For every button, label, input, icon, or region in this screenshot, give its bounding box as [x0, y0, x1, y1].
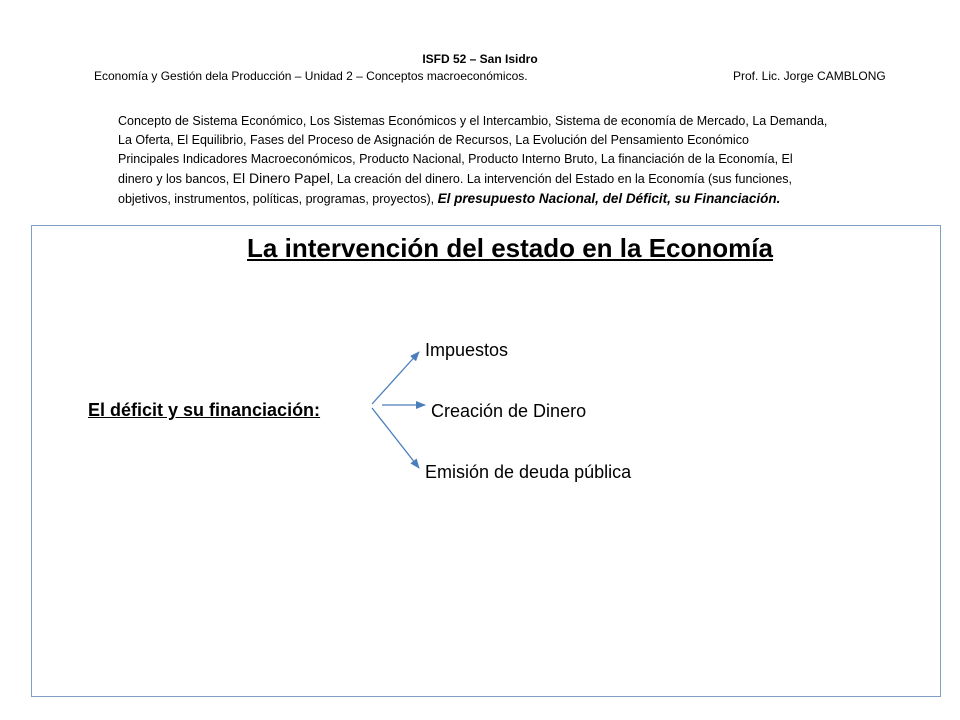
topics-line-2: La Oferta, El Equilibrio, Fases del Proceso de Asignación de Recursos, La Evolución del Pensamiento Económico — [118, 133, 749, 147]
header-subject: Economía y Gestión dela Producción – Unidad 2 – Conceptos macroeconómicos. — [94, 69, 528, 83]
slide-title: La intervención del estado en la Economía — [247, 233, 773, 263]
branch-creacion-dinero: Creación de Dinero — [431, 401, 587, 421]
header-professor: Prof. Lic. Jorge CAMBLONG — [733, 69, 886, 83]
topics-line-5 — [118, 189, 948, 209]
topics-line-4-start: dinero y los bancos, — [118, 172, 233, 186]
topics-dinero-papel: El Dinero Papel — [232, 170, 330, 186]
header-institute: ISFD 52 – San Isidro — [422, 52, 538, 66]
branch-deuda-publica: Emisión de deuda pública — [425, 462, 632, 482]
topics-presupuesto: El presupuesto Nacional, del Déficit, su Financiación. — [437, 191, 781, 206]
deficit-label: El déficit y su financiación: — [88, 400, 321, 420]
branch-impuestos: Impuestos — [425, 340, 509, 360]
topics-line-3: Principales Indicadores Macroeconómicos, Producto Nacional, Producto Interno Bruto, La financiación de la Economía, El — [118, 152, 793, 166]
topics-list — [118, 112, 948, 209]
topics-line-1: Concepto de Sistema Económico, Los Sistemas Económicos y el Intercambio, Sistema de economía de Mercado, La Demanda, — [118, 114, 828, 128]
slide-content-box — [31, 225, 941, 697]
topics-line-4-end: , La creación del dinero. La intervención del Estado en la Economía (sus funciones, — [329, 172, 793, 186]
topics-line-5-start: objetivos, instrumentos, políticas, programas, proyectos), — [118, 192, 438, 206]
topics-line-4 — [118, 169, 948, 189]
